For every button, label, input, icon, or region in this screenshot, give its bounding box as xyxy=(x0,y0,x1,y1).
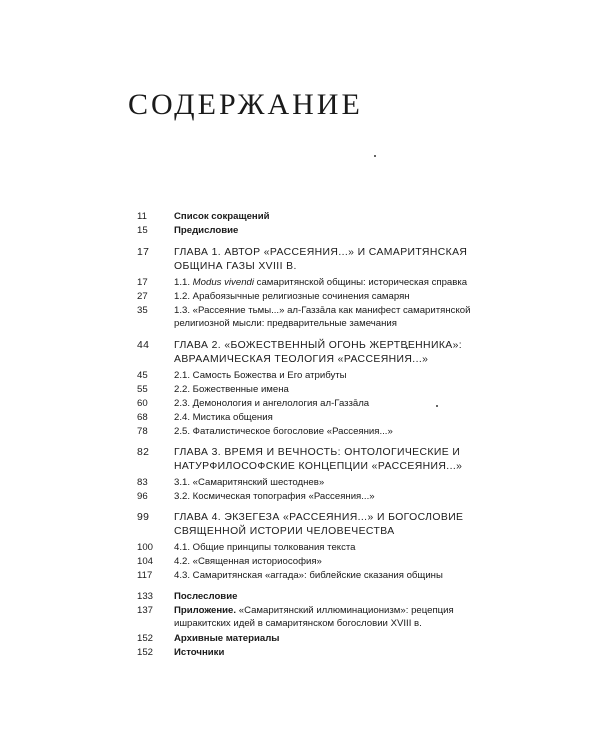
chapter-title: ГЛАВА 1. АВТОР «РАССЕЯНИЯ...» И САМАРИТЯНСКАЯ ОБЩИНА ГАЗЫ XVIII В. xyxy=(174,247,468,272)
page-number: 11 xyxy=(137,211,147,222)
entry-title: 4.3. Самаритянская «аггада»: библейские сказания общины xyxy=(174,570,443,581)
page-number: 96 xyxy=(137,491,148,502)
page-number: 44 xyxy=(137,340,150,351)
page-number: 78 xyxy=(137,426,148,437)
page-number: 27 xyxy=(137,291,148,302)
entry-text: «Самаритянский иллюминационизм»: рецепция ишракитских идей в самаритянском богословии XVIII в. xyxy=(174,605,454,629)
entry-text: самаритянской общины: историческая справка xyxy=(254,277,468,288)
page-number: 55 xyxy=(137,384,148,395)
entry-title: Источники xyxy=(174,647,225,658)
page-number: 152 xyxy=(137,633,154,644)
entry-title: 1.3. «Рассеяние тьмы...» ал-Газзāла как манифест самаритянской религиозной мысли: предварительные замечания xyxy=(174,305,471,329)
entry-title xyxy=(174,276,508,289)
entry-title: 3.1. «Самаритянский шестоднев» xyxy=(174,477,325,488)
entry-title: 4.2. «Священная историософия» xyxy=(174,556,322,567)
page-title: СОДЕРЖАНИЕ xyxy=(128,88,363,121)
page-number: 117 xyxy=(137,570,153,581)
page-number: 17 xyxy=(137,247,150,258)
page-number: 82 xyxy=(137,447,150,458)
entry-italic: Modus vivendi xyxy=(192,277,254,288)
page-number: 137 xyxy=(137,605,154,616)
page-number: 45 xyxy=(137,370,148,381)
page-number: 99 xyxy=(137,512,150,523)
entry-title: 2.5. Фаталистическое богословие «Рассеяния...» xyxy=(174,426,393,437)
entry-title: 2.2. Божественные имена xyxy=(174,384,289,395)
page-number: 17 xyxy=(137,277,148,288)
entry-title: Послесловие xyxy=(174,591,238,602)
entry-title: Архивные материалы xyxy=(174,633,280,644)
chapter-title: ГЛАВА 3. ВРЕМЯ И ВЕЧНОСТЬ: ОНТОЛОГИЧЕСКИЕ И НАТУРФИЛОСОФСКИЕ КОНЦЕПЦИИ «РАССЕЯНИЯ...» xyxy=(174,447,463,472)
page-number: 60 xyxy=(137,398,148,409)
page-number: 15 xyxy=(137,225,148,236)
entry-title: 4.1. Общие принципы толкования текста xyxy=(174,542,356,553)
chapter-title: ГЛАВА 4. ЭКЗЕГЕЗА «РАССЕЯНИЯ...» И БОГОСЛОВИЕ СВЯЩЕННОЙ ИСТОРИИ ЧЕЛОВЕЧЕСТВА xyxy=(174,512,464,537)
page-number: 104 xyxy=(137,556,154,567)
entry-title: 1.2. Арабоязычные религиозные сочинения самарян xyxy=(174,291,410,302)
entry-title: 2.4. Мистика общения xyxy=(174,412,273,423)
page-number: 152 xyxy=(137,647,154,658)
entry-title xyxy=(174,604,508,630)
page-number: 133 xyxy=(137,591,154,602)
entry-title: Предисловие xyxy=(174,225,239,236)
entry-lead: Приложение. xyxy=(174,605,237,616)
page-number: 100 xyxy=(137,542,154,553)
entry-title: 2.1. Самость Божества и Его атрибуты xyxy=(174,370,347,381)
entry-title: 2.3. Демонология и ангелология ал-Газзāла xyxy=(174,398,370,409)
entry-title: 3.2. Космическая топография «Рассеяния...» xyxy=(174,491,375,502)
page-number: 35 xyxy=(137,305,148,316)
page-number: 68 xyxy=(137,412,148,423)
entry-prefix: 1.1. xyxy=(174,277,193,288)
chapter-title: ГЛАВА 2. «БОЖЕСТВЕННЫЙ ОГОНЬ ЖЕРТВЕННИКА»: АВРААМИЧЕСКАЯ ТЕОЛОГИЯ «РАССЕЯНИЯ...» xyxy=(174,340,463,365)
entry-title: Список сокращений xyxy=(174,211,270,222)
page-number: 83 xyxy=(137,477,148,488)
stray-mark xyxy=(374,155,376,157)
